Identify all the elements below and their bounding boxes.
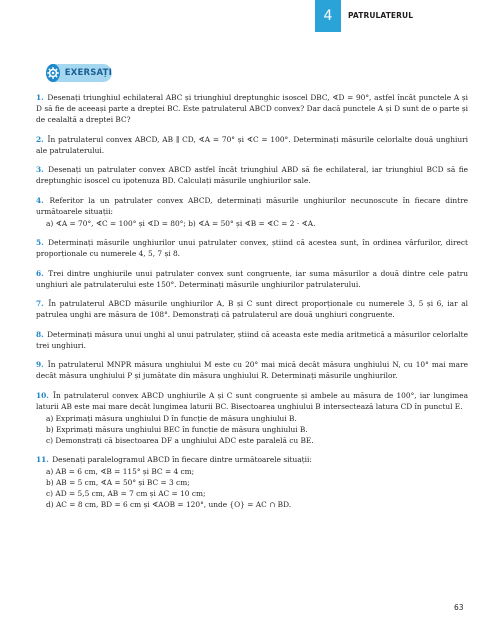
exercise-number: 11.	[36, 455, 49, 464]
exercise-3	[36, 164, 468, 186]
exercise-text: În patrulaterul MNPR măsura unghiului M este cu 20° mai mică decât măsura unghiului N, cu 10° mai mare decât măsura unghiului P și jumătate din măsura unghiului R. Determinați măsurile unghiurilor.	[36, 360, 468, 380]
exercise-text: Desenați un patrulater convex ABCD astfel încât triunghiul ABD să fie echilateral, iar triunghiul BCD să fie dreptunghic isoscel cu ipotenuza BD. Calculați măsurile unghiurilor sale.	[36, 165, 468, 185]
exercise-number: 7.	[36, 299, 44, 308]
exercise-list	[36, 92, 468, 519]
exercise-text: În patrulaterul ABCD măsurile unghiurilor A, B și C sunt direct proporționale cu numerele 3, 5 și 6, iar al patrulea unghi are măsura de 108°. Demonstrați că patrulaterul are două unghiuri congruente.	[36, 299, 468, 319]
page-number: 63	[454, 603, 464, 612]
exercise-text: Desenați paralelogramul ABCD în fiecare dintre următoarele situații:	[52, 455, 312, 464]
exercise-text: Determinați măsurile unghiurilor unui patrulater convex, știind că acestea sunt, în ordinea vârfurilor, direct proporționale cu numerele 4, 5, 7 și 8.	[36, 238, 468, 258]
exercise-1	[36, 92, 468, 125]
exercise-7	[36, 298, 468, 320]
exercise-number: 9.	[36, 360, 44, 369]
exercise-number: 5.	[36, 238, 44, 247]
exercise-text: În patrulaterul convex ABCD, AB ∥ CD, ∢A = 70° și ∢C = 100°. Determinați măsurile celorlalte două unghiuri ale patrulaterului.	[36, 134, 468, 155]
exercise-number: 10.	[36, 390, 49, 400]
exercise-2	[36, 134, 468, 156]
exercise-text: Referitor la un patrulater convex ABCD, determinați măsurile unghiurilor necunoscute în fiecare dintre următoarele situații:	[36, 195, 468, 216]
exercise-6	[36, 268, 468, 290]
exercise-subitem: c) Demonstrați că bisectoarea DF a unghiului ADC este paralelă cu BE.	[46, 435, 314, 445]
exercise-text: Trei dintre unghiurile unui patrulater convex sunt congruente, iar suma măsurilor a două dintre cele patru unghiuri ale patrulaterului este 150°. Determinați măsurile unghiurilor patrulaterului.	[36, 268, 468, 289]
exercise-5	[36, 237, 468, 259]
exercise-4	[36, 195, 468, 229]
exercise-subitem: b) AB = 5 cm, ∢A = 50° și BC = 3 cm;	[46, 478, 190, 487]
exercise-text: Desenați triunghiul echilateral ABC și triunghiul dreptunghic isoscel DBC, ∢D = 90°, astfel încât punctele A și D să fie de aceeași parte a dreptei BC. Este patrulaterul ABCD convex? Dar dacă punctele A și D sunt de o parte și de cealaltă a dreptei BC?	[36, 93, 469, 124]
exercise-subitem: d) AC = 8 cm, BD = 6 cm și ∢AOB = 120°, unde {O} = AC ∩ BD.	[46, 500, 292, 509]
exercise-subitem: a) ∢A = 70°, ∢C = 100° și ∢D = 80°; b) ∢A = 50° și ∢B = ∢C = 2 · ∢A.	[46, 218, 316, 228]
exercise-11	[36, 454, 468, 510]
exercise-number: 1.	[36, 93, 44, 102]
exercise-number: 8.	[36, 329, 44, 339]
exercise-subitem: a) AB = 6 cm, ∢B = 115° și BC = 4 cm;	[46, 467, 195, 476]
section-header	[46, 64, 112, 82]
chapter-number: 4	[323, 8, 333, 24]
exercise-9	[36, 359, 468, 381]
gear-icon	[46, 64, 60, 82]
exercise-subitem: b) Exprimați măsura unghiului BEC în funcție de măsura unghiului B.	[46, 424, 308, 434]
exercise-subitem: a) Exprimați măsura unghiului D în funcție de măsura unghiului B.	[46, 413, 297, 423]
chapter-number-tab	[315, 0, 341, 32]
exercise-10	[36, 390, 468, 446]
exercise-number: 4.	[36, 195, 44, 205]
exercise-number: 2.	[36, 134, 44, 144]
exercise-text: Determinați măsura unui unghi al unui patrulater, știind că aceasta este media aritmetică a măsurilor celorlalte trei unghiuri.	[36, 329, 468, 350]
exercise-subitem: c) AD = 5,5 cm, AB = 7 cm și AC = 10 cm;	[46, 489, 206, 498]
exercise-number: 6.	[36, 268, 44, 278]
chapter-title: PATRULATERUL	[348, 11, 414, 20]
exercise-number: 3.	[36, 165, 44, 174]
exercise-text: În patrulaterul convex ABCD unghiurile A și C sunt congruente și ambele au măsura de 100°, iar lungimea laturii AB este mai mare decât lungimea laturii BC. Bisectoarea unghiului B intersectează latura CD în punctul E.	[36, 390, 468, 411]
section-title: EXERSAȚI	[64, 68, 112, 78]
exercise-8	[36, 329, 468, 351]
